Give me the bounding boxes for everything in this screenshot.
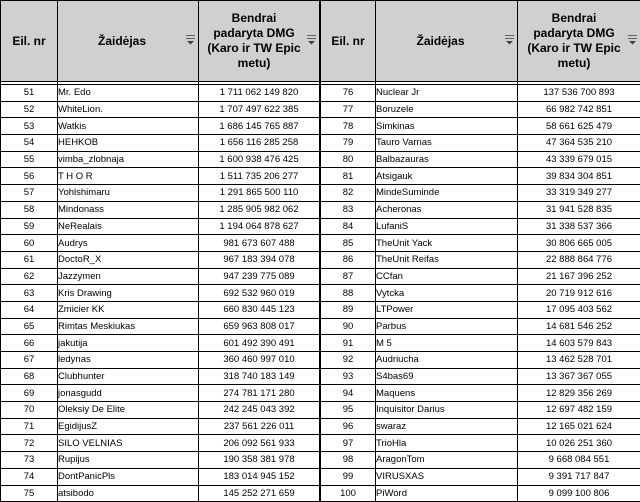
- player-name-cell[interactable]: Boruzele: [376, 101, 518, 118]
- player-name-cell[interactable]: NeRealais: [58, 218, 199, 235]
- player-name-cell[interactable]: TheUnit Reifas: [376, 251, 518, 268]
- damage-cell[interactable]: 13 367 367 055: [518, 368, 640, 385]
- damage-cell[interactable]: 14 603 579 843: [518, 335, 640, 352]
- table-row: [1, 452, 320, 469]
- row-number-cell[interactable]: 75: [1, 485, 58, 502]
- damage-cell[interactable]: 10 026 251 360: [518, 435, 640, 452]
- row-number-cell[interactable]: 96: [321, 418, 376, 435]
- row-number-cell[interactable]: 55: [1, 151, 58, 168]
- player-name-cell[interactable]: Vytcka: [376, 285, 518, 302]
- table-row: [321, 468, 640, 485]
- player-name-cell[interactable]: WhiteLion.: [58, 101, 199, 118]
- header-dmg-line-1: Bendrai: [232, 11, 277, 25]
- table-row: [321, 218, 640, 235]
- row-number-cell[interactable]: 62: [1, 268, 58, 285]
- row-number-cell[interactable]: 94: [321, 385, 376, 402]
- header-row: [321, 1, 640, 82]
- player-name-cell[interactable]: Inquisitor Darius: [376, 402, 518, 419]
- damage-cell[interactable]: 601 492 390 491: [199, 335, 320, 352]
- row-number-cell[interactable]: 80: [321, 151, 376, 168]
- header-player-label: Žaidėjas: [416, 34, 464, 48]
- damage-cell[interactable]: 242 245 043 392: [199, 402, 320, 419]
- row-number-cell[interactable]: 78: [321, 118, 376, 135]
- player-name-cell[interactable]: swaraz: [376, 418, 518, 435]
- row-number-cell[interactable]: 87: [321, 268, 376, 285]
- row-number-cell[interactable]: 95: [321, 402, 376, 419]
- header-row: [1, 1, 320, 82]
- row-number-cell[interactable]: 53: [1, 118, 58, 135]
- table-row: [321, 135, 640, 152]
- damage-cell[interactable]: 1 194 064 878 627: [199, 218, 320, 235]
- table-row: [1, 201, 320, 218]
- table-row: [321, 101, 640, 118]
- table-row: [321, 285, 640, 302]
- header-dmg-line-2: padaryta DMG: [533, 26, 614, 40]
- header-dmg-line-4: metu): [558, 56, 591, 70]
- damage-cell[interactable]: 21 167 396 252: [518, 268, 640, 285]
- player-name-cell[interactable]: SILO VELNIAS: [58, 435, 199, 452]
- damage-cell[interactable]: 947 239 775 089: [199, 268, 320, 285]
- row-number-cell[interactable]: 99: [321, 468, 376, 485]
- player-name-cell[interactable]: T H O R: [58, 168, 199, 185]
- player-name-cell[interactable]: Jazzymen: [58, 268, 199, 285]
- table-row: [1, 402, 320, 419]
- table-row: [321, 301, 640, 318]
- table-row: [1, 335, 320, 352]
- damage-cell[interactable]: 12 829 356 269: [518, 385, 640, 402]
- table-row: [1, 185, 320, 202]
- table-row: [1, 268, 320, 285]
- row-number-cell[interactable]: 84: [321, 218, 376, 235]
- damage-cell[interactable]: 9 391 717 847: [518, 468, 640, 485]
- row-number-cell[interactable]: 98: [321, 452, 376, 469]
- player-name-cell[interactable]: Tauro Varnas: [376, 135, 518, 152]
- row-number-cell[interactable]: 85: [321, 235, 376, 252]
- header-dmg-line-2: padaryta DMG: [213, 26, 294, 40]
- filter-dropdown-icon[interactable]: [186, 35, 195, 45]
- row-number-cell[interactable]: 93: [321, 368, 376, 385]
- damage-cell[interactable]: 13 462 528 701: [518, 352, 640, 369]
- table-row: [321, 251, 640, 268]
- damage-cell[interactable]: 20 719 912 616: [518, 285, 640, 302]
- player-name-cell[interactable]: Oleksiy De Elite: [58, 402, 199, 419]
- player-name-cell[interactable]: CCfan: [376, 268, 518, 285]
- table-row: [321, 85, 640, 102]
- table-row: [321, 352, 640, 369]
- row-number-cell[interactable]: 54: [1, 135, 58, 152]
- table-row: [1, 235, 320, 252]
- row-number-cell[interactable]: 77: [321, 101, 376, 118]
- player-name-cell[interactable]: VIRUSXAS: [376, 468, 518, 485]
- row-number-cell[interactable]: 51: [1, 85, 58, 102]
- player-name-cell[interactable]: DoctoR_X: [58, 251, 199, 268]
- row-number-cell[interactable]: 82: [321, 185, 376, 202]
- header-dmg-line-1: Bendrai: [552, 11, 597, 25]
- row-number-cell[interactable]: 83: [321, 201, 376, 218]
- player-name-cell[interactable]: DontPanicPls: [58, 468, 199, 485]
- table-row: [321, 402, 640, 419]
- table-row: [1, 118, 320, 135]
- table-row: [321, 335, 640, 352]
- table-row: [1, 435, 320, 452]
- row-number-cell[interactable]: 58: [1, 201, 58, 218]
- table-row: [1, 151, 320, 168]
- damage-cell[interactable]: 1 656 116 285 258: [199, 135, 320, 152]
- damage-cell[interactable]: 145 252 271 659: [199, 485, 320, 502]
- table-row: [1, 352, 320, 369]
- table-row: [321, 485, 640, 502]
- damage-cell[interactable]: 981 673 607 488: [199, 235, 320, 252]
- damage-cell[interactable]: 659 963 808 017: [199, 318, 320, 335]
- damage-cell[interactable]: 47 364 535 210: [518, 135, 640, 152]
- player-name-cell[interactable]: HEHKOB: [58, 135, 199, 152]
- table-row: [321, 318, 640, 335]
- damage-cell[interactable]: 43 339 679 015: [518, 151, 640, 168]
- damage-cell[interactable]: 12 165 021 624: [518, 418, 640, 435]
- player-name-cell[interactable]: Simkinas: [376, 118, 518, 135]
- row-number-cell[interactable]: 69: [1, 385, 58, 402]
- damage-cell[interactable]: 660 830 445 123: [199, 301, 320, 318]
- table-row: [1, 101, 320, 118]
- row-number-cell[interactable]: 100: [321, 485, 376, 502]
- damage-cell[interactable]: 33 319 349 277: [518, 185, 640, 202]
- row-number-cell[interactable]: 73: [1, 452, 58, 469]
- player-name-cell[interactable]: Mr. Edo: [58, 85, 199, 102]
- player-name-cell[interactable]: Rupijus: [58, 452, 199, 469]
- row-number-cell[interactable]: 59: [1, 218, 58, 235]
- header-nr-label: Eil. nr: [331, 34, 364, 48]
- row-number-cell[interactable]: 79: [321, 135, 376, 152]
- row-number-cell[interactable]: 91: [321, 335, 376, 352]
- row-number-cell[interactable]: 56: [1, 168, 58, 185]
- damage-cell[interactable]: 9 099 100 806: [518, 485, 640, 502]
- player-name-cell[interactable]: Nuclear Jr: [376, 85, 518, 102]
- damage-cell[interactable]: 1 511 735 206 277: [199, 168, 320, 185]
- player-name-cell[interactable]: Audrys: [58, 235, 199, 252]
- filter-dropdown-icon[interactable]: [505, 35, 514, 45]
- player-name-cell[interactable]: Zmicier KK: [58, 301, 199, 318]
- row-number-cell[interactable]: 70: [1, 402, 58, 419]
- row-number-cell[interactable]: 92: [321, 352, 376, 369]
- row-number-cell[interactable]: 89: [321, 301, 376, 318]
- header-dmg-line-3: (Karo ir TW Epic: [207, 41, 300, 55]
- player-name-cell[interactable]: Maquens: [376, 385, 518, 402]
- column-header-damage: [518, 1, 640, 82]
- damage-cell[interactable]: 137 536 700 893: [518, 85, 640, 102]
- table-row: [1, 218, 320, 235]
- damage-cell[interactable]: 360 460 997 010: [199, 352, 320, 369]
- row-number-cell[interactable]: 63: [1, 285, 58, 302]
- damage-cell[interactable]: 318 740 183 149: [199, 368, 320, 385]
- damage-cell[interactable]: 183 014 945 152: [199, 468, 320, 485]
- damage-cell[interactable]: 30 806 665 005: [518, 235, 640, 252]
- player-name-cell[interactable]: Clubhunter: [58, 368, 199, 385]
- row-number-cell[interactable]: 71: [1, 418, 58, 435]
- row-number-cell[interactable]: 76: [321, 85, 376, 102]
- damage-cell[interactable]: 692 532 960 019: [199, 285, 320, 302]
- damage-cell[interactable]: 1 711 062 149 820: [199, 85, 320, 102]
- player-name-cell[interactable]: M 5: [376, 335, 518, 352]
- player-name-cell[interactable]: Parbus: [376, 318, 518, 335]
- player-name-cell[interactable]: ledynas: [58, 352, 199, 369]
- damage-cell[interactable]: 9 668 084 551: [518, 452, 640, 469]
- column-header-nr: [321, 1, 376, 82]
- table-row: [1, 368, 320, 385]
- damage-cell[interactable]: 14 681 546 252: [518, 318, 640, 335]
- damage-cell[interactable]: 31 338 537 366: [518, 218, 640, 235]
- player-name-cell[interactable]: EgidijusZ: [58, 418, 199, 435]
- column-header-nr: [1, 1, 58, 82]
- damage-cell[interactable]: 274 781 171 280: [199, 385, 320, 402]
- table-row: [1, 385, 320, 402]
- table-row: [321, 452, 640, 469]
- player-name-cell[interactable]: TheUnit Yack: [376, 235, 518, 252]
- table-row: [321, 435, 640, 452]
- table-body-left: [1, 82, 320, 502]
- table-row: [321, 418, 640, 435]
- table-row: [321, 235, 640, 252]
- damage-cell[interactable]: 39 834 304 851: [518, 168, 640, 185]
- player-name-cell[interactable]: Watkis: [58, 118, 199, 135]
- damage-cell[interactable]: 1 285 905 982 062: [199, 201, 320, 218]
- damage-cell[interactable]: 1 707 497 622 385: [199, 101, 320, 118]
- player-name-cell[interactable]: Yohlshimaru: [58, 185, 199, 202]
- table-row: [321, 168, 640, 185]
- damage-cell[interactable]: 1 600 938 476 425: [199, 151, 320, 168]
- row-number-cell[interactable]: 86: [321, 251, 376, 268]
- row-number-cell[interactable]: 60: [1, 235, 58, 252]
- damage-cell[interactable]: 206 092 561 933: [199, 435, 320, 452]
- player-name-cell[interactable]: AragonTom: [376, 452, 518, 469]
- player-name-cell[interactable]: S4bas69: [376, 368, 518, 385]
- table-row: [321, 151, 640, 168]
- table-row: [321, 185, 640, 202]
- column-header-damage: [199, 1, 320, 82]
- player-name-cell[interactable]: jakutija: [58, 335, 199, 352]
- header-dmg-line-4: metu): [238, 56, 271, 70]
- row-number-cell[interactable]: 72: [1, 435, 58, 452]
- header-dmg-line-3: (Karo ir TW Epic: [527, 41, 620, 55]
- player-name-cell[interactable]: atsibodo: [58, 485, 199, 502]
- table-row: [1, 301, 320, 318]
- filter-dropdown-icon[interactable]: [628, 35, 637, 45]
- damage-cell[interactable]: 31 941 528 835: [518, 201, 640, 218]
- damage-cell[interactable]: 22 888 864 776: [518, 251, 640, 268]
- table-row: [1, 85, 320, 102]
- damage-cell[interactable]: 190 358 381 978: [199, 452, 320, 469]
- damage-cell[interactable]: 1 291 865 500 110: [199, 185, 320, 202]
- row-number-cell[interactable]: 65: [1, 318, 58, 335]
- table-body-right: [321, 82, 640, 502]
- header-player-label: Žaidėjas: [98, 34, 146, 48]
- player-name-cell[interactable]: Audriucha: [376, 352, 518, 369]
- player-name-cell[interactable]: MindeSuminde: [376, 185, 518, 202]
- player-name-cell[interactable]: Atsigauk: [376, 168, 518, 185]
- table-row: [1, 135, 320, 152]
- header-nr-label: Eil. nr: [12, 34, 45, 48]
- row-number-cell[interactable]: 68: [1, 368, 58, 385]
- table-row: [1, 168, 320, 185]
- damage-cell[interactable]: 237 561 226 011: [199, 418, 320, 435]
- row-number-cell[interactable]: 88: [321, 285, 376, 302]
- row-number-cell[interactable]: 57: [1, 185, 58, 202]
- damage-cell[interactable]: 58 661 625 479: [518, 118, 640, 135]
- player-name-cell[interactable]: Rimtas Meskiukas: [58, 318, 199, 335]
- row-number-cell[interactable]: 67: [1, 352, 58, 369]
- player-name-cell[interactable]: PiWord: [376, 485, 518, 502]
- damage-cell[interactable]: 17 095 403 562: [518, 301, 640, 318]
- table-row: [1, 468, 320, 485]
- row-number-cell[interactable]: 64: [1, 301, 58, 318]
- damage-cell[interactable]: 12 697 482 159: [518, 402, 640, 419]
- player-name-cell[interactable]: Balbazauras: [376, 151, 518, 168]
- player-name-cell[interactable]: Mindonass: [58, 201, 199, 218]
- ranking-table-right: [320, 0, 640, 502]
- filter-dropdown-icon[interactable]: [307, 35, 316, 45]
- column-header-player: [58, 1, 199, 82]
- row-number-cell[interactable]: 61: [1, 251, 58, 268]
- table-row: [1, 418, 320, 435]
- player-name-cell[interactable]: TrioHla: [376, 435, 518, 452]
- damage-cell[interactable]: 1 686 145 765 887: [199, 118, 320, 135]
- table-row: [1, 251, 320, 268]
- table-row: [321, 118, 640, 135]
- column-header-player: [376, 1, 518, 82]
- table-row: [1, 485, 320, 502]
- table-row: [321, 268, 640, 285]
- row-number-cell[interactable]: 66: [1, 335, 58, 352]
- row-number-cell[interactable]: 52: [1, 101, 58, 118]
- damage-cell[interactable]: 66 982 742 851: [518, 101, 640, 118]
- table-row: [1, 318, 320, 335]
- row-number-cell[interactable]: 81: [321, 168, 376, 185]
- table-row: [321, 385, 640, 402]
- table-row: [1, 285, 320, 302]
- table-row: [321, 368, 640, 385]
- player-name-cell[interactable]: LufaniS: [376, 218, 518, 235]
- table-row: [321, 201, 640, 218]
- player-name-cell[interactable]: Acheronas: [376, 201, 518, 218]
- player-name-cell[interactable]: Kris Drawing: [58, 285, 199, 302]
- player-name-cell[interactable]: LTPower: [376, 301, 518, 318]
- damage-cell[interactable]: 967 183 394 078: [199, 251, 320, 268]
- row-number-cell[interactable]: 97: [321, 435, 376, 452]
- row-number-cell[interactable]: 90: [321, 318, 376, 335]
- player-name-cell[interactable]: jonasgudd: [58, 385, 199, 402]
- row-number-cell[interactable]: 74: [1, 468, 58, 485]
- player-name-cell[interactable]: vimba_zlobnaja: [58, 151, 199, 168]
